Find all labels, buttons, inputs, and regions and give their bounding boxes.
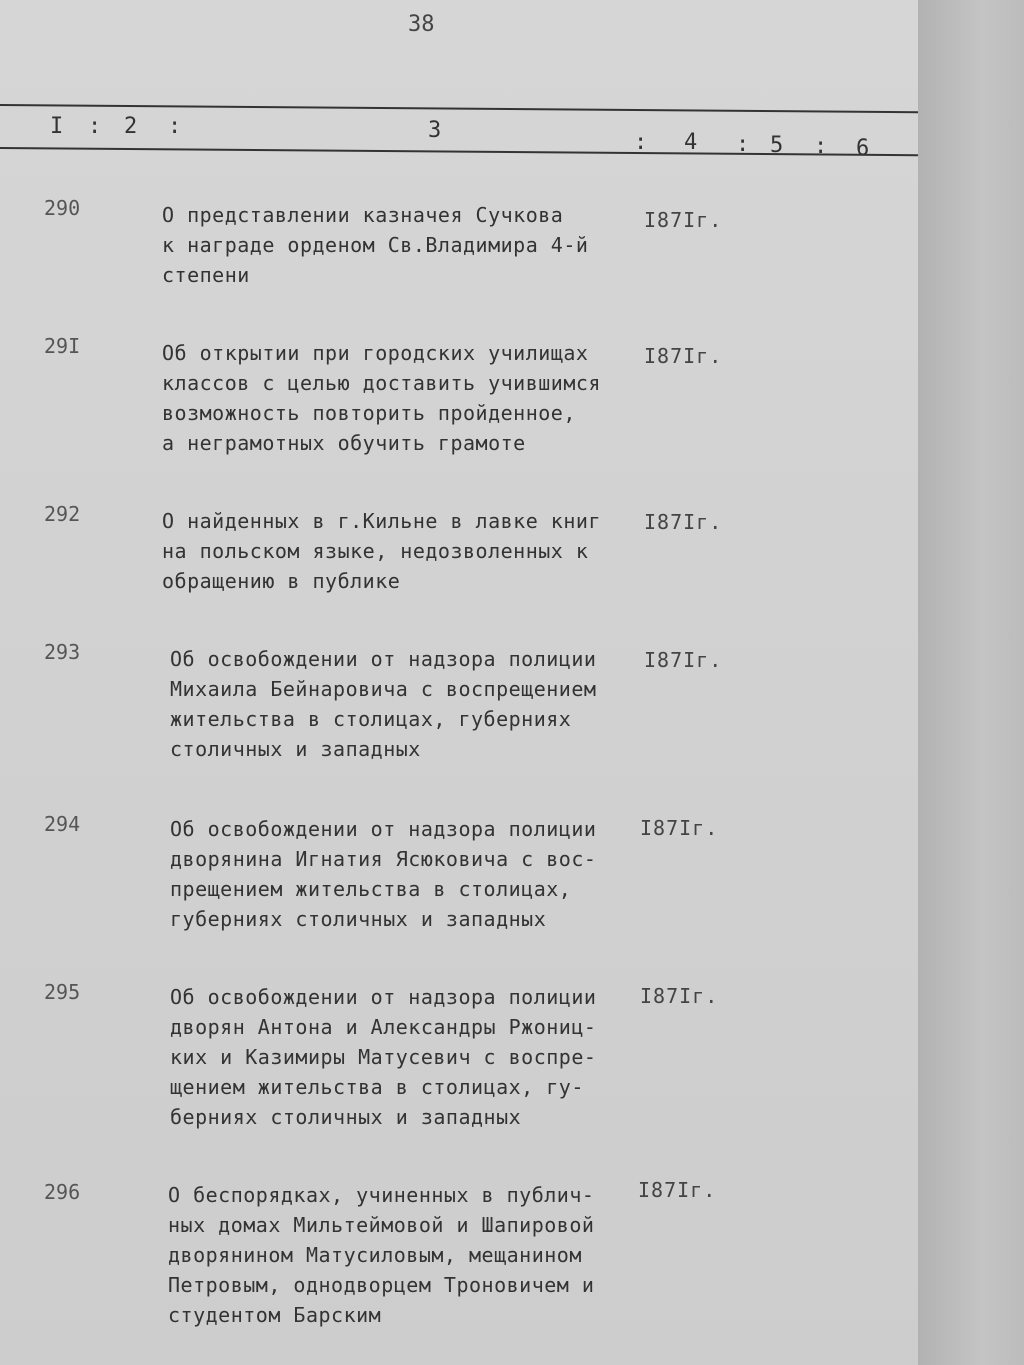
- entry-number: 29I: [44, 334, 81, 358]
- page-number: 38: [408, 12, 435, 37]
- entry-text: Об освобождении от надзора полиции дворянина Игнатия Ясюковича с вос- прещением жительства в столицах, губерниях столичных и западных: [170, 817, 597, 931]
- entry-number: 296: [44, 1180, 81, 1204]
- column-separator: :: [88, 114, 102, 139]
- entry-text: Об освобождении от надзора полиции Михаила Бейнаровича с воспрещением жительства в столицах, губерниях столичных и западных: [170, 647, 597, 761]
- page-edge: [918, 0, 1024, 1365]
- entry-year: I87Iг.: [644, 344, 723, 368]
- entry-text: О беспорядках, учиненных в публич- ных домах Мильтеймовой и Шапировой дворянином Матусиловым, мещанином Петровым, однодворцем Троновичем и студентом Барским: [168, 1183, 595, 1327]
- column-separator: :: [736, 132, 750, 157]
- entry-year: I87Iг.: [640, 984, 719, 1008]
- entry-number: 290: [44, 196, 81, 220]
- column-header: 3: [428, 118, 442, 143]
- entry-text: Об освобождении от надзора полиции дворян Антона и Александры Ржониц- ких и Казимиры Матусевич с воспре- щением жительства в столицах, гу- берниях столичных и западных: [170, 985, 597, 1129]
- column-header: 2: [124, 114, 138, 139]
- entry-number: 292: [44, 502, 81, 526]
- column-separator: :: [814, 134, 828, 159]
- column-separator: :: [634, 130, 648, 155]
- entry-number: 294: [44, 812, 81, 836]
- entry-year: I87Iг.: [640, 816, 719, 840]
- entry-text: О представлении казначея Сучкова к награде орденом Св.Владимира 4-й степени: [162, 203, 589, 287]
- entry-number: 295: [44, 980, 81, 1004]
- column-separator: :: [168, 114, 182, 139]
- entry-text: О найденных в г.Кильне в лавке книг на польском языке, недозволенных к обращению в публике: [162, 509, 601, 593]
- entry-number: 293: [44, 640, 81, 664]
- entry-year: I87Iг.: [644, 648, 723, 672]
- entry-year: I87Iг.: [644, 510, 723, 534]
- column-header: I: [50, 114, 64, 139]
- entry-text: Об открытии при городских училищах классов с целью доставить учившимся возможность повторить пройденное, а неграмотных обучить грамоте: [162, 341, 601, 455]
- entry-year: I87Iг.: [644, 208, 723, 232]
- entry-year: I87Iг.: [638, 1178, 717, 1202]
- column-header: 4: [684, 130, 698, 155]
- column-header: 5: [770, 133, 784, 158]
- column-header: 6: [856, 136, 870, 161]
